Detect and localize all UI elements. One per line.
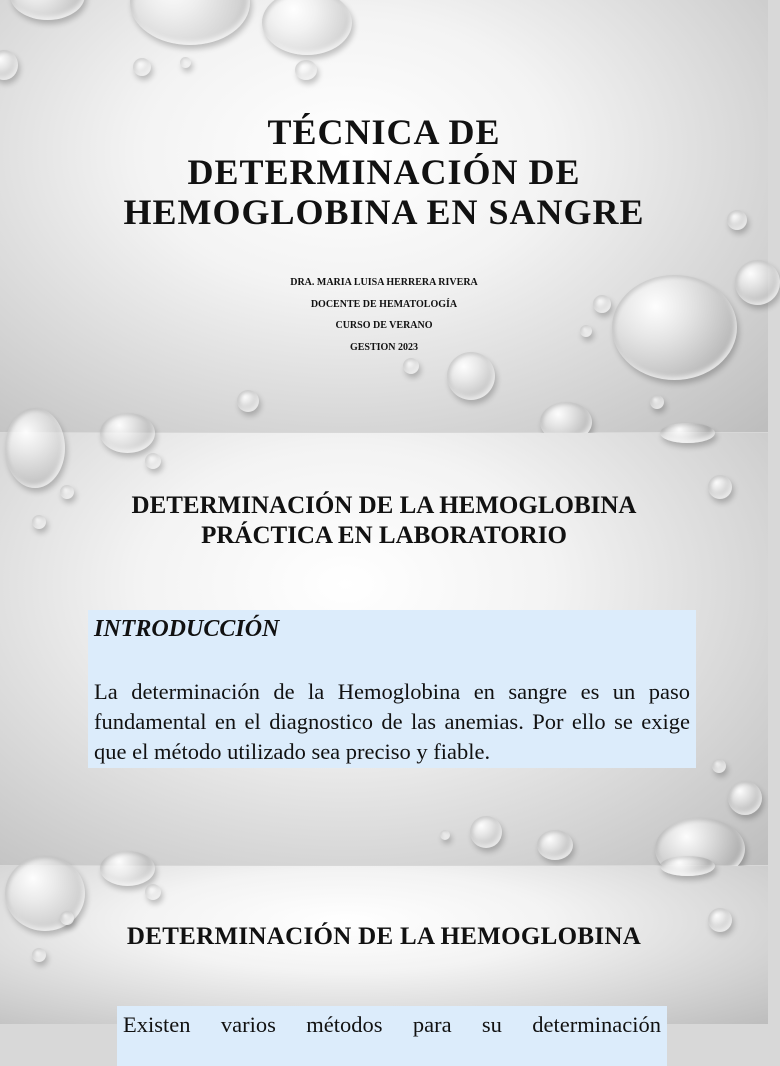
methods-text: Existen varios métodos para su determinación	[123, 1012, 661, 1037]
water-drop-decoration	[593, 295, 611, 313]
water-drop-decoration	[100, 851, 155, 886]
water-drop-decoration	[728, 781, 762, 815]
water-drop-decoration	[145, 453, 161, 469]
heading-line: DETERMINACIÓN DE LA HEMOGLOBINA	[131, 492, 637, 519]
water-drop-decoration	[735, 260, 780, 305]
water-drop-decoration	[712, 759, 726, 773]
presentation-title	[60, 112, 708, 232]
water-drop-decoration	[145, 884, 161, 900]
water-drop-decoration	[5, 408, 65, 488]
title-line: TÉCNICA DE	[267, 112, 501, 152]
water-drop-decoration	[650, 395, 664, 409]
presenter-info	[184, 272, 584, 358]
author-role: DOCENTE DE HEMATOLOGÍA	[310, 298, 458, 310]
introduction-slide	[0, 433, 768, 865]
course-period: GESTION 2023	[349, 341, 419, 353]
introduction-text: La determinación de la Hemoglobina en sangre es un paso fundamental en el diagnostico de las anemias. Por ello se exige que el método utilizado sea preciso y fiable.	[94, 679, 690, 764]
methods-box	[117, 1006, 667, 1066]
introduction-box	[88, 610, 696, 768]
water-drop-decoration	[612, 275, 737, 380]
water-drop-decoration	[727, 210, 747, 230]
water-drop-decoration	[0, 50, 18, 80]
heading-line: PRÁCTICA EN LABORATORIO	[201, 522, 567, 549]
author-name: DRA. MARIA LUISA HERRERA RIVERA	[290, 277, 478, 288]
title-line: HEMOGLOBINA EN SANGRE	[123, 192, 645, 232]
water-drop-decoration	[537, 830, 573, 860]
methods-slide	[0, 866, 768, 1037]
water-drop-decoration	[660, 856, 715, 876]
water-drop-decoration	[440, 830, 450, 840]
water-drop-decoration	[447, 352, 495, 400]
course-name: CURSO DE VERANO	[335, 320, 433, 331]
title-slide	[0, 0, 768, 432]
water-drop-decoration	[470, 816, 502, 848]
slide-heading: DETERMINACIÓN DE LA HEMOGLOBINA	[126, 923, 642, 950]
water-drop-decoration	[180, 57, 191, 68]
water-drop-decoration	[130, 0, 250, 45]
water-drop-decoration	[100, 413, 155, 453]
water-drop-decoration	[237, 390, 259, 412]
water-drop-decoration	[660, 423, 715, 443]
water-drop-decoration	[10, 0, 85, 20]
slide-heading	[40, 491, 728, 551]
water-drop-decoration	[403, 358, 419, 374]
introduction-heading: INTRODUCCIÓN	[94, 616, 280, 642]
water-drop-decoration	[295, 60, 317, 80]
water-drop-decoration	[262, 0, 352, 55]
water-drop-decoration	[133, 58, 151, 76]
title-line: DETERMINACIÓN DE	[187, 152, 581, 192]
